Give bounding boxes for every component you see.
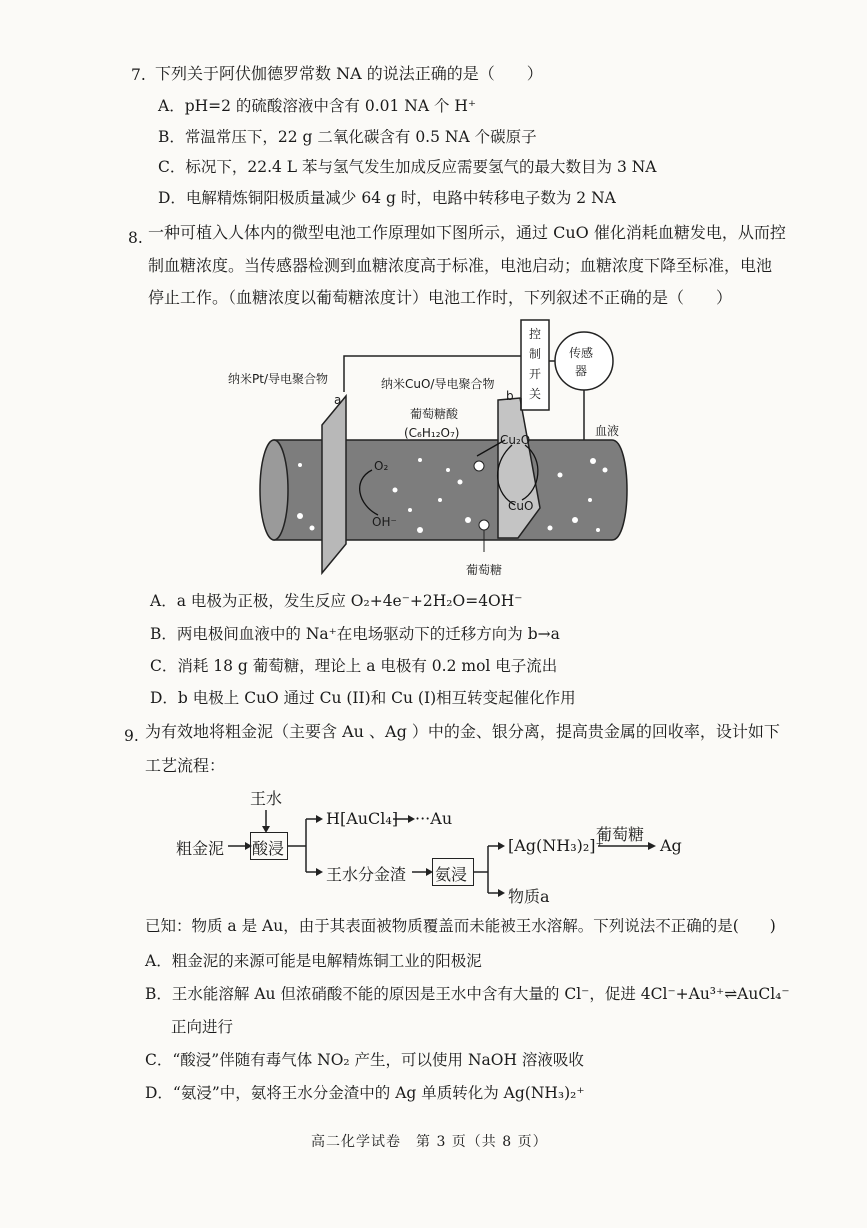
label-cu2o: Cu₂O [500, 433, 531, 447]
q7-number: 7. [131, 66, 146, 84]
q8-stem-line1: 一种可植入人体内的微型电池工作原理如下图所示，通过 CuO 催化消耗血糖发电，从而控 [148, 223, 786, 242]
q9-option-d: D．“氨浸”中，氨将王水分金渣中的 Ag 单质转化为 Ag(NH₃)₂⁺ [145, 1084, 585, 1102]
q9-stem-line1: 为有效地将粗金泥（主要含 Au 、Ag ）中的金、银分离，提高贵金属的回收率，设计如下 [145, 722, 780, 741]
label-pt-electrode: 纳米Pt/导电聚合物 [228, 372, 328, 386]
flow-acid-leach: 酸浸 [252, 839, 285, 858]
switch-char-1: 控 [529, 327, 542, 341]
flow-ammonia-leach: 氨浸 [435, 865, 468, 884]
flow-aqua-regia: 王水 [250, 789, 283, 808]
label-glucose: 葡萄糖 [466, 563, 503, 577]
label-o2: O₂ [374, 459, 389, 473]
label-cuo-electrode: 纳米CuO/导电聚合物 [381, 377, 495, 391]
q8-option-a: A．a 电极为正极，发生反应 O₂+4e⁻+2H₂O=4OH⁻ [150, 592, 523, 610]
q7-option-b: B．常温常压下，22 g 二氧化碳含有 0.5 NA 个碳原子 [158, 128, 537, 146]
q7-stem: 下列关于阿伏伽德罗常数 NA 的说法正确的是（ ） [155, 64, 543, 83]
q9-option-b: B．王水能溶解 Au 但浓硝酸不能的原因是王水中含有大量的 Cl⁻，促进 4Cl⁻+Au³⁺⇌AuCl₄⁻ [145, 985, 790, 1003]
q8-stem-line3: 停止工作。（血糖浓度以葡萄糖浓度计）电池工作时，下列叙述不正确的是（ ） [148, 288, 733, 307]
flow-au: ···Au [415, 809, 453, 828]
q9-known: 已知：物质 a 是 Au，由于其表面被物质覆盖而未能被王水溶解。下列说法不正确的是( ) [145, 917, 776, 935]
sensor-label-1: 传感 [569, 346, 594, 360]
q8-number: 8. [128, 229, 143, 247]
q9-option-a: A．粗金泥的来源可能是电解精炼铜工业的阳极泥 [145, 952, 482, 970]
q9-option-b-cont: 正向进行 [171, 1018, 234, 1036]
flow-ag: Ag [660, 836, 682, 855]
switch-char-4: 关 [529, 387, 542, 401]
flow-glucose-reagent: 葡萄糖 [596, 825, 645, 844]
label-gluconic-acid: 葡萄糖酸 [410, 407, 459, 421]
q8-stem-line2: 制血糖浓度。当传感器检测到血糖浓度高于标准，电池启动；血糖浓度下降至标准，电池 [148, 256, 773, 275]
q8-option-c: C．消耗 18 g 葡萄糖，理论上 a 电极有 0.2 mol 电子流出 [150, 657, 558, 675]
switch-char-3: 开 [529, 367, 542, 381]
switch-char-2: 制 [529, 347, 542, 361]
flow-residue: 王水分金渣 [326, 865, 407, 884]
q7-option-a: A．pH=2 的硫酸溶液中含有 0.01 NA 个 H⁺ [158, 97, 477, 115]
q9-stem-line2: 工艺流程： [145, 756, 226, 775]
label-oh: OH⁻ [372, 515, 397, 529]
page-footer: 高二化学试卷 第 3 页（共 8 页） [311, 1134, 548, 1150]
label-a: a [334, 393, 342, 407]
q8-option-b: B．两电极间血液中的 Na⁺在电场驱动下的迁移方向为 b→a [150, 625, 560, 643]
label-cuo: CuO [508, 499, 534, 513]
sensor-label-2: 器 [575, 364, 588, 378]
q8-option-d: D．b 电极上 CuO 通过 Cu (II)和 Cu (I)相互转变起催化作用 [150, 689, 576, 707]
label-blood: 血液 [595, 424, 620, 438]
label-b: b [506, 389, 514, 403]
q9-number: 9. [124, 727, 139, 745]
q9-option-c: C．“酸浸”伴随有毒气体 NO₂ 产生，可以使用 NaOH 溶液吸收 [145, 1051, 584, 1069]
q7-option-c: C．标况下，22.4 L 苯与氢气发生加成反应需要氢气的最大数目为 3 NA [158, 158, 657, 176]
flow-haucl4: H[AuCl₄] [326, 809, 399, 828]
flow-crude-gold-mud: 粗金泥 [176, 839, 225, 858]
flow-silver-complex: [Ag(NH₃)₂]⁺ [508, 836, 604, 855]
flow-substance-a: 物质a [508, 887, 550, 906]
label-gluconic-formula: (C₆H₁₂O₇) [404, 426, 460, 440]
q7-option-d: D．电解精炼铜阳极质量减少 64 g 时，电路中转移电子数为 2 NA [158, 189, 616, 207]
